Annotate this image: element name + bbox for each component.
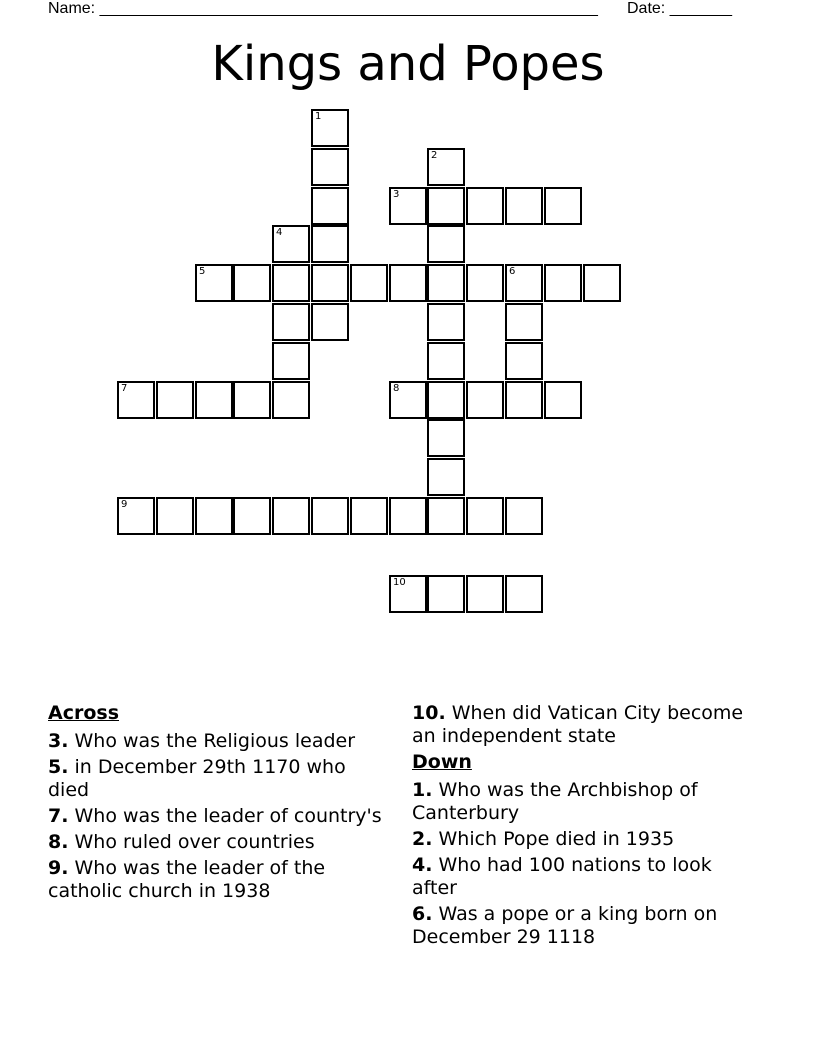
crossword-cell[interactable] xyxy=(195,497,233,535)
down-clue-list xyxy=(412,779,752,949)
header xyxy=(0,0,816,22)
crossword-cell[interactable] xyxy=(350,264,388,302)
crossword-cell[interactable] xyxy=(272,497,310,535)
crossword-cell[interactable] xyxy=(117,497,155,535)
clue-text: Who was the Religious leader xyxy=(68,730,356,752)
clue-text: Was a pope or a king born on December 29 1118 xyxy=(412,903,718,948)
crossword-cell[interactable] xyxy=(311,497,349,535)
crossword-cell[interactable] xyxy=(311,303,349,341)
crossword-cell[interactable] xyxy=(272,342,310,380)
crossword-cell[interactable] xyxy=(466,575,504,613)
clue-text: in December 29th 1170 who died xyxy=(48,756,346,801)
clue-item xyxy=(412,903,752,949)
clues-left-column xyxy=(48,702,388,906)
clue-number: 6. xyxy=(412,903,433,925)
clue-item xyxy=(412,854,752,900)
cell-number: 7 xyxy=(121,383,128,394)
crossword-cell[interactable] xyxy=(311,148,349,186)
crossword-cell[interactable] xyxy=(272,303,310,341)
crossword-cell[interactable] xyxy=(233,264,271,302)
clue-number: 8. xyxy=(48,831,69,853)
clue-text: Who had 100 nations to look after xyxy=(412,854,712,899)
crossword-cell[interactable] xyxy=(389,264,427,302)
clue-item xyxy=(412,779,752,825)
cell-number: 4 xyxy=(276,227,283,238)
crossword-cell[interactable] xyxy=(505,264,543,302)
crossword-cell[interactable] xyxy=(505,342,543,380)
crossword-cell[interactable] xyxy=(466,497,504,535)
crossword-cell[interactable] xyxy=(466,187,504,225)
crossword-cell[interactable] xyxy=(544,187,582,225)
across-clue-list xyxy=(48,730,388,903)
crossword-cell[interactable] xyxy=(427,303,465,341)
clue-number: 10. xyxy=(412,702,446,724)
crossword-cell[interactable] xyxy=(505,575,543,613)
crossword-cell[interactable] xyxy=(505,497,543,535)
crossword-cell[interactable] xyxy=(156,497,194,535)
cell-number: 9 xyxy=(121,499,128,510)
crossword-cell[interactable] xyxy=(505,303,543,341)
crossword-cell[interactable] xyxy=(272,264,310,302)
crossword-cell[interactable] xyxy=(427,497,465,535)
cell-number: 1 xyxy=(315,111,322,122)
crossword-cell[interactable] xyxy=(427,342,465,380)
crossword-cell[interactable] xyxy=(272,381,310,419)
clue-number: 1. xyxy=(412,779,433,801)
crossword-cell[interactable] xyxy=(311,187,349,225)
clue-item xyxy=(48,831,388,854)
clue-item xyxy=(48,756,388,802)
clue-item xyxy=(48,857,388,903)
clue-item xyxy=(48,805,388,828)
clue-item xyxy=(48,730,388,753)
crossword-cell[interactable] xyxy=(544,381,582,419)
crossword-cell[interactable] xyxy=(311,264,349,302)
crossword-cell[interactable] xyxy=(427,264,465,302)
crossword-cell[interactable] xyxy=(156,381,194,419)
down-heading: Down xyxy=(412,751,472,773)
clue-text: When did Vatican City become an independent state xyxy=(412,702,744,747)
crossword-cell[interactable] xyxy=(427,458,465,496)
crossword-cell[interactable] xyxy=(427,381,465,419)
crossword-cell[interactable] xyxy=(389,381,427,419)
crossword-cell[interactable] xyxy=(195,381,233,419)
crossword-cell[interactable] xyxy=(311,225,349,263)
clue-number: 7. xyxy=(48,805,69,827)
clue-number: 3. xyxy=(48,730,69,752)
clues-right-column xyxy=(412,702,752,952)
crossword-cell[interactable] xyxy=(117,381,155,419)
clue-item xyxy=(412,828,752,851)
cell-number: 5 xyxy=(199,266,206,277)
name-field-label: Name: ________________________________________________________ xyxy=(48,0,598,17)
cell-number: 6 xyxy=(509,266,516,277)
clue-text: Which Pope died in 1935 xyxy=(432,828,675,850)
crossword-cell[interactable] xyxy=(427,187,465,225)
crossword-cell[interactable] xyxy=(466,264,504,302)
across-heading: Across xyxy=(48,702,120,724)
crossword-cell[interactable] xyxy=(427,575,465,613)
crossword-cell[interactable] xyxy=(389,187,427,225)
crossword-cell[interactable] xyxy=(544,264,582,302)
crossword-cell[interactable] xyxy=(505,187,543,225)
page-title: Kings and Popes xyxy=(211,36,605,92)
clue-number: 2. xyxy=(412,828,433,850)
crossword-cell[interactable] xyxy=(272,225,310,263)
date-field-label: Date: _______ xyxy=(627,0,732,17)
clue-text: Who was the Archbishop of Canterbury xyxy=(412,779,698,824)
clue-number: 9. xyxy=(48,857,69,879)
crossword-cell[interactable] xyxy=(427,225,465,263)
clue-text: Who was the leader of the catholic church in 1938 xyxy=(48,857,326,902)
crossword-cell[interactable] xyxy=(195,264,233,302)
crossword-cell[interactable] xyxy=(389,497,427,535)
clue-text: Who was the leader of country's xyxy=(68,805,382,827)
crossword-cell[interactable] xyxy=(311,109,349,147)
crossword-cell[interactable] xyxy=(466,381,504,419)
cell-number: 3 xyxy=(393,189,400,200)
crossword-cell[interactable] xyxy=(350,497,388,535)
cell-number: 2 xyxy=(431,150,438,161)
cell-number: 8 xyxy=(393,383,400,394)
clue-item xyxy=(412,702,752,748)
crossword-cell[interactable] xyxy=(427,148,465,186)
clue-number: 4. xyxy=(412,854,433,876)
crossword-cell[interactable] xyxy=(233,381,271,419)
cell-number: 10 xyxy=(393,577,406,588)
crossword-cell[interactable] xyxy=(427,419,465,457)
crossword-cell[interactable] xyxy=(505,381,543,419)
crossword-cell[interactable] xyxy=(583,264,621,302)
clue-number: 5. xyxy=(48,756,69,778)
crossword-cell[interactable] xyxy=(233,497,271,535)
across-clue-list-continued xyxy=(412,702,752,748)
crossword-cell[interactable] xyxy=(389,575,427,613)
clue-text: Who ruled over countries xyxy=(68,831,315,853)
